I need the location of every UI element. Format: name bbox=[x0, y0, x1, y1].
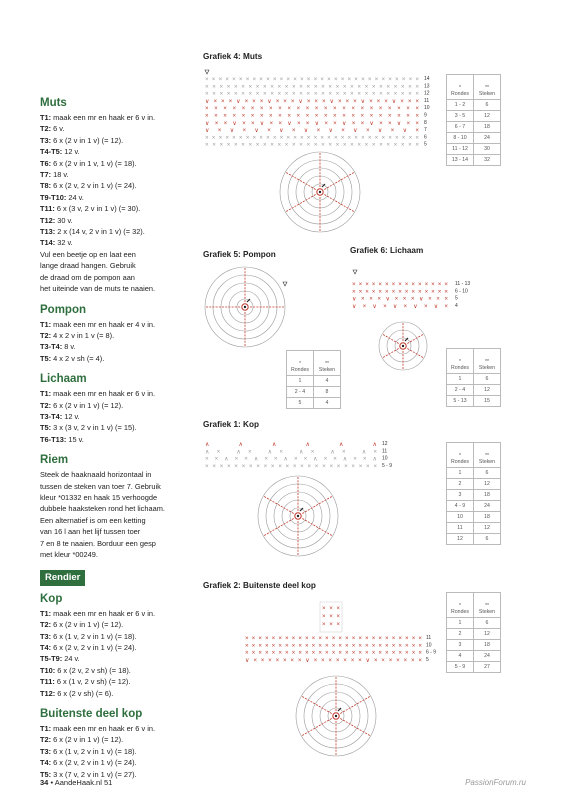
stitch-row: ××××××××××××××××××××××××××× bbox=[245, 635, 422, 642]
round-label: T5: bbox=[40, 353, 52, 363]
section-title: Pompon bbox=[40, 303, 86, 316]
page-number: 34 bbox=[40, 778, 49, 787]
stitch-table-lichaam bbox=[446, 348, 501, 407]
round-label: T1: bbox=[40, 724, 52, 734]
table-cell: 1 bbox=[447, 618, 474, 629]
stitch-row: ×××××××××××××××××××××××× bbox=[205, 112, 419, 120]
section-title: Riem bbox=[40, 454, 69, 467]
table-cell: 12 bbox=[474, 523, 501, 534]
table-cell: 2 - 4 bbox=[287, 387, 314, 398]
header-symbol: ** bbox=[484, 359, 490, 365]
table-header-cell bbox=[474, 443, 501, 468]
round-label: T2: bbox=[40, 735, 52, 745]
instruction-text: 32 v. bbox=[55, 238, 73, 248]
table-cell: 1 - 2 bbox=[447, 100, 474, 111]
instruction-text: 6 x (2 v in 1 v) (= 12). bbox=[51, 135, 124, 145]
header-symbol: * bbox=[458, 359, 462, 365]
instruction-text: maak een mr en haak er 4 v in. bbox=[51, 319, 156, 329]
table-row bbox=[447, 490, 501, 501]
round-label: T10: bbox=[40, 665, 56, 675]
table-cell: 18 bbox=[474, 122, 501, 133]
table-cell: 11 - 12 bbox=[447, 144, 474, 155]
round-label: T11: bbox=[40, 204, 55, 214]
stitch-row: ×××××××××××××××××××××××××××××× bbox=[205, 141, 419, 149]
instruction-text: maak een mr en haak er 6 v in. bbox=[51, 724, 156, 734]
row-label: 10 bbox=[382, 455, 388, 462]
table-cell: 11 bbox=[447, 523, 474, 534]
table-cell: 5 bbox=[287, 398, 314, 409]
round-label: T4: bbox=[40, 758, 52, 768]
instruction-text: maak een mr en haak er 6 v in. bbox=[51, 608, 156, 618]
round-label: T5: bbox=[40, 423, 52, 433]
table-cell: 24 bbox=[474, 651, 501, 662]
round-label: T2: bbox=[40, 620, 52, 630]
stitch-row: ∨×∨×∨×∨×∨× bbox=[352, 302, 448, 310]
round-label: T12: bbox=[40, 215, 56, 225]
row-label: 12 bbox=[382, 441, 388, 447]
table-row bbox=[447, 501, 501, 512]
table-row bbox=[447, 640, 501, 651]
instruction-text: kleur *01332 en haak 15 verhoogde bbox=[40, 492, 158, 502]
round-label: T13: bbox=[40, 227, 56, 237]
table-cell: 1 bbox=[287, 376, 314, 387]
table-row bbox=[287, 376, 341, 387]
instruction-text: 8 v. bbox=[62, 342, 76, 352]
stitch-table-pompon bbox=[286, 350, 341, 409]
header-symbol: * bbox=[458, 85, 462, 91]
table-cell: 2 - 4 bbox=[447, 385, 474, 396]
row-label: 4 bbox=[455, 302, 458, 309]
instruction-text: 24 v. bbox=[66, 192, 84, 202]
table-row bbox=[447, 479, 501, 490]
stitch-row: ××××××××××××××××××××××××××× bbox=[245, 649, 422, 657]
table-row bbox=[447, 111, 501, 122]
stitch-row: ××××××××××××××× bbox=[352, 288, 448, 296]
table-cell: 27 bbox=[474, 662, 501, 673]
instruction-text: 6 x (2 v, 2 v in 1 v) (= 24). bbox=[51, 643, 137, 653]
round-label: T5-T9: bbox=[40, 654, 63, 664]
instruction-text: 4 x 2 v sh (= 4). bbox=[51, 353, 105, 363]
stitch-row: ××× bbox=[322, 613, 340, 620]
center-dot-icon bbox=[402, 345, 404, 347]
start-marker-icon bbox=[283, 282, 287, 286]
row-label: 6 - 10 bbox=[455, 288, 468, 295]
table-cell: 6 bbox=[474, 100, 501, 111]
section-title: Kop bbox=[40, 592, 63, 605]
round-label: T6-T13: bbox=[40, 434, 67, 444]
table-cell: 5 - 9 bbox=[447, 662, 474, 673]
table-row bbox=[447, 468, 501, 479]
header-label: Steken bbox=[318, 367, 336, 373]
table-header-cell bbox=[447, 75, 474, 100]
stitch-row: ×××××××××××××××××××××××××××××××× bbox=[205, 76, 420, 83]
table-header-cell bbox=[314, 351, 341, 376]
round-label: T5: bbox=[40, 769, 52, 779]
header-label: Rondes bbox=[451, 609, 469, 615]
instruction-text: maak een mr en haak er 6 v in. bbox=[51, 389, 156, 399]
chart-title-kop: Grafiek 1: Kop bbox=[203, 420, 259, 429]
instruction-text: 18 v. bbox=[51, 170, 69, 180]
table-header-cell bbox=[447, 349, 474, 374]
instruction-text: 6 x (2 v in 1 v, 1 v) (= 18). bbox=[51, 158, 137, 168]
instruction-text: 3 x (7 v, 2 v in 1 v) (= 27). bbox=[51, 769, 137, 779]
stitch-row: ××× bbox=[322, 621, 340, 628]
round-label: T9-T10: bbox=[40, 192, 67, 202]
row-label: 10 bbox=[424, 105, 430, 112]
instruction-text: dubbele haaksteken rond het lichaam. bbox=[40, 504, 165, 514]
table-row bbox=[447, 122, 501, 133]
instruction-text: 2 x (14 v, 2 v in 1 v) (= 32). bbox=[55, 227, 145, 237]
instruction-text: lange draad hangen. Gebruik bbox=[40, 261, 136, 271]
table-header-cell bbox=[287, 351, 314, 376]
stitch-row: ××∧××∧××∧××∧××∧××∧ bbox=[205, 455, 377, 463]
round-label: T1: bbox=[40, 608, 52, 618]
table-row bbox=[447, 618, 501, 629]
round-label: T14: bbox=[40, 238, 56, 248]
section-title: Muts bbox=[40, 97, 67, 109]
round-label: T4: bbox=[40, 643, 52, 653]
stitch-row: ∨×××∨×××∨×××∨×××∨×××∨×××∨××× bbox=[205, 97, 419, 105]
table-row bbox=[447, 144, 501, 155]
round-label: T2: bbox=[40, 330, 52, 340]
stitch-row: ∨×××××××∨×××××××∨××××××× bbox=[245, 656, 422, 664]
instruction-text: van 16 l aan het lijf tussen toer bbox=[40, 527, 141, 537]
table-row bbox=[447, 385, 501, 396]
instruction-text: 6 x (2 v, 2 v in 1 v) (= 24). bbox=[51, 181, 137, 191]
row-label: 5 bbox=[424, 141, 427, 148]
round-label: T12: bbox=[40, 688, 56, 698]
round-label: T1: bbox=[40, 319, 52, 329]
instruction-text: 6 x (2 v in 1 v) (= 12). bbox=[51, 620, 124, 630]
stitch-row: ∧ ∧ ∧ ∧ ∧ ∧ bbox=[205, 441, 377, 448]
page-footer bbox=[40, 778, 112, 787]
instruction-text: het uiteinde van de muts te naaien. bbox=[40, 284, 156, 294]
table-cell: 8 - 10 bbox=[447, 133, 474, 144]
row-label: 5 bbox=[455, 295, 458, 302]
round-label: T3: bbox=[40, 746, 52, 756]
instruction-text: 6 x (2 v in 1 v) (= 12). bbox=[51, 735, 124, 745]
center-dot-icon bbox=[335, 715, 337, 717]
row-label: 5 bbox=[426, 656, 429, 663]
round-label: T8: bbox=[40, 181, 52, 191]
table-cell: 4 bbox=[447, 651, 474, 662]
stitch-row: ×××××××××××××××××××××××××××××××× bbox=[205, 134, 420, 142]
stitch-row: ∨××∨××∨××∨××∨××∨××∨××∨×× bbox=[205, 119, 419, 127]
table-row bbox=[447, 651, 501, 662]
stitch-row: ∨×∨×∨×∨×∨×∨×∨×∨×∨× bbox=[205, 127, 419, 135]
table-cell: 12 bbox=[474, 479, 501, 490]
footer-site: AandeHaak.nl 51 bbox=[54, 778, 113, 787]
row-label: 11 bbox=[426, 635, 432, 641]
header-symbol: ** bbox=[484, 85, 490, 91]
row-label: 11 bbox=[382, 448, 388, 455]
round-label: T3: bbox=[40, 135, 52, 145]
row-label: 12 bbox=[424, 90, 430, 97]
table-cell: 10 bbox=[447, 512, 474, 523]
instruction-text: 6 x (1 v, 2 v sh) (= 12). bbox=[54, 677, 131, 687]
instruction-text: Steek de haaknaald horizontaal in bbox=[40, 470, 152, 480]
stitch-row: ×××××××××××××××××××××××× bbox=[205, 462, 378, 470]
header-symbol: * bbox=[298, 361, 302, 367]
stitch-row: ∨×××∨×××∨××× bbox=[352, 295, 448, 303]
table-cell: 6 bbox=[474, 468, 501, 479]
instruction-text: 24 v. bbox=[62, 654, 80, 664]
table-header-cell bbox=[474, 349, 501, 374]
start-marker-icon bbox=[205, 70, 209, 74]
table-header-cell bbox=[447, 593, 474, 618]
stitch-table-kop bbox=[446, 442, 501, 545]
instruction-text: 12 v. bbox=[62, 411, 80, 421]
instruction-text: 4 x 2 v in 1 v (= 8). bbox=[51, 330, 115, 340]
round-label: T4-T5: bbox=[40, 147, 63, 157]
table-cell: 6 bbox=[474, 534, 501, 545]
stitch-table-muts bbox=[446, 74, 501, 166]
round-label: T1: bbox=[40, 389, 52, 399]
table-row bbox=[447, 534, 501, 545]
stitch-row: ××××××××××××××××××××××××××× bbox=[245, 642, 422, 650]
table-cell: 4 - 9 bbox=[447, 501, 474, 512]
instruction-text: 6 x (1 v, 2 v in 1 v) (= 18). bbox=[51, 746, 137, 756]
row-label: 13 bbox=[424, 83, 430, 90]
instruction-text: 6 x (2 v, 2 v sh) (= 18). bbox=[55, 665, 131, 675]
table-cell: 18 bbox=[474, 640, 501, 651]
instruction-text: met kleur *00249. bbox=[40, 550, 98, 559]
center-dot-icon bbox=[244, 306, 246, 308]
table-row bbox=[447, 155, 501, 166]
row-label: 9 bbox=[424, 112, 427, 119]
instruction-text: 15 v. bbox=[66, 434, 84, 444]
chart-title-lichaam: Grafiek 6: Lichaam bbox=[350, 246, 424, 255]
center-dot-icon bbox=[319, 191, 321, 193]
instruction-text: 3 x (3 v, 2 v in 1 v) (= 15). bbox=[51, 423, 137, 433]
row-label: 14 bbox=[424, 76, 430, 82]
table-cell: 1 bbox=[447, 468, 474, 479]
round-label: T2: bbox=[40, 400, 52, 410]
round-label: T7: bbox=[40, 170, 52, 180]
row-label: 8 bbox=[424, 119, 427, 126]
table-cell: 30 bbox=[474, 144, 501, 155]
table-row bbox=[287, 387, 341, 398]
stitch-row: ×××××××××××××××××××××××××××××× bbox=[205, 83, 419, 91]
instruction-text: 12 v. bbox=[62, 147, 80, 157]
row-label: 6 - 9 bbox=[426, 649, 437, 656]
center-dot-icon bbox=[297, 515, 299, 517]
stitch-row: ××× bbox=[322, 605, 340, 612]
stitch-row: ××××××××××××××× bbox=[352, 281, 448, 288]
round-label: T3-T4: bbox=[40, 342, 63, 352]
row-label: 6 bbox=[424, 134, 427, 141]
header-label: Steken bbox=[478, 91, 496, 97]
table-row bbox=[447, 523, 501, 534]
table-row bbox=[447, 662, 501, 673]
table-cell: 18 bbox=[474, 512, 501, 523]
instruction-text: 6 v. bbox=[51, 124, 65, 134]
section-title: Buitenste deel kop bbox=[40, 708, 143, 721]
instruction-text: 6 x (3 v, 2 v in 1 v) (= 30). bbox=[54, 204, 141, 214]
instruction-text: 6 x (2 v in 1 v) (= 12). bbox=[51, 400, 124, 410]
header-symbol: ** bbox=[484, 603, 490, 609]
header-label: Rondes bbox=[291, 367, 309, 373]
table-row bbox=[447, 512, 501, 523]
table-row bbox=[447, 133, 501, 144]
round-label: T11: bbox=[40, 677, 55, 687]
chart-title-pompon: Grafiek 5: Pompon bbox=[203, 250, 276, 259]
instruction-text: maak een mr en haak er 6 v in. bbox=[51, 113, 156, 122]
instruction-text: 6 x (2 v, 2 v in 1 v) (= 24). bbox=[51, 758, 137, 768]
table-cell: 8 bbox=[314, 387, 341, 398]
table-cell: 12 bbox=[474, 385, 501, 396]
table-cell: 3 - 5 bbox=[447, 111, 474, 122]
table-cell: 4 bbox=[314, 376, 341, 387]
chart-title-buitenste-deel-kop: Grafiek 2: Buitenste deel kop bbox=[203, 581, 316, 590]
instruction-text: 6 x (1 v, 2 v in 1 v) (= 18). bbox=[51, 631, 137, 641]
header-label: Rondes bbox=[451, 365, 469, 371]
stitch-row: ×××××××××××××××××××××××××××××× bbox=[205, 90, 419, 98]
instruction-text: 30 v. bbox=[55, 215, 73, 225]
section-title: Lichaam bbox=[40, 373, 87, 386]
header-symbol: ** bbox=[324, 361, 330, 367]
stitch-row: ×××××××××××××××××××××××× bbox=[205, 105, 419, 113]
row-label: 11 - 13 bbox=[455, 281, 471, 287]
table-cell: 12 bbox=[447, 534, 474, 545]
header-label: Steken bbox=[478, 459, 496, 465]
table-cell: 3 bbox=[447, 640, 474, 651]
table-row bbox=[447, 396, 501, 407]
instruction-text: Een alternatief is om een ketting bbox=[40, 515, 146, 525]
table-cell: 4 bbox=[314, 398, 341, 409]
chart-title-muts: Grafiek 4: Muts bbox=[203, 52, 263, 61]
table-cell: 3 bbox=[447, 490, 474, 501]
header-symbol: ** bbox=[484, 453, 490, 459]
table-cell: 6 bbox=[474, 618, 501, 629]
table-row bbox=[287, 398, 341, 409]
table-cell: 13 - 14 bbox=[447, 155, 474, 166]
table-cell: 24 bbox=[474, 133, 501, 144]
table-header-cell bbox=[474, 75, 501, 100]
instruction-text: Vul een beetje op en laat een bbox=[40, 249, 136, 259]
header-symbol: * bbox=[458, 603, 462, 609]
instruction-text: tussen de steken van toer 7. Gebruik bbox=[40, 481, 161, 491]
instruction-text: 6 x (2 v sh) (= 6). bbox=[55, 688, 114, 698]
row-label: 11 bbox=[424, 97, 430, 104]
table-header-cell bbox=[474, 593, 501, 618]
table-row bbox=[447, 374, 501, 385]
header-label: Rondes bbox=[451, 91, 469, 97]
table-cell: 2 bbox=[447, 479, 474, 490]
stitch-table-buitenste bbox=[446, 592, 501, 673]
table-cell: 18 bbox=[474, 490, 501, 501]
table-cell: 2 bbox=[447, 629, 474, 640]
table-cell: 24 bbox=[474, 501, 501, 512]
table-cell: 32 bbox=[474, 155, 501, 166]
row-label: 5 - 9 bbox=[382, 462, 393, 469]
round-label: T6: bbox=[40, 158, 52, 168]
row-label: 10 bbox=[426, 642, 432, 649]
table-cell: 5 - 13 bbox=[447, 396, 474, 407]
row-label: 7 bbox=[424, 127, 427, 134]
table-row bbox=[447, 629, 501, 640]
table-cell: 12 bbox=[474, 629, 501, 640]
round-label: T2: bbox=[40, 124, 52, 134]
watermark: PassionForum.ru bbox=[465, 778, 526, 787]
round-label: T3-T4: bbox=[40, 411, 63, 421]
stitch-row: ∧× ∧× ∧× ∧× ∧× ∧× bbox=[205, 448, 377, 456]
round-label: T3: bbox=[40, 631, 52, 641]
footer-separator: • bbox=[50, 778, 54, 787]
header-label: Steken bbox=[478, 365, 496, 371]
table-cell: 12 bbox=[474, 111, 501, 122]
table-row bbox=[447, 100, 501, 111]
table-cell: 1 bbox=[447, 374, 474, 385]
header-symbol: * bbox=[458, 453, 462, 459]
table-cell: 15 bbox=[474, 396, 501, 407]
header-label: Steken bbox=[478, 609, 496, 615]
header-label: Rondes bbox=[451, 459, 469, 465]
start-marker-icon bbox=[353, 270, 357, 274]
instruction-text: 7 en 8 te naaien. Borduur een gesp bbox=[40, 538, 156, 548]
round-label: T1: bbox=[40, 113, 52, 122]
table-header-cell bbox=[447, 443, 474, 468]
rendier-tag: Rendier bbox=[40, 570, 85, 585]
instruction-text: de draad om de pompon aan bbox=[40, 272, 135, 282]
table-cell: 6 bbox=[474, 374, 501, 385]
table-cell: 6 - 7 bbox=[447, 122, 474, 133]
